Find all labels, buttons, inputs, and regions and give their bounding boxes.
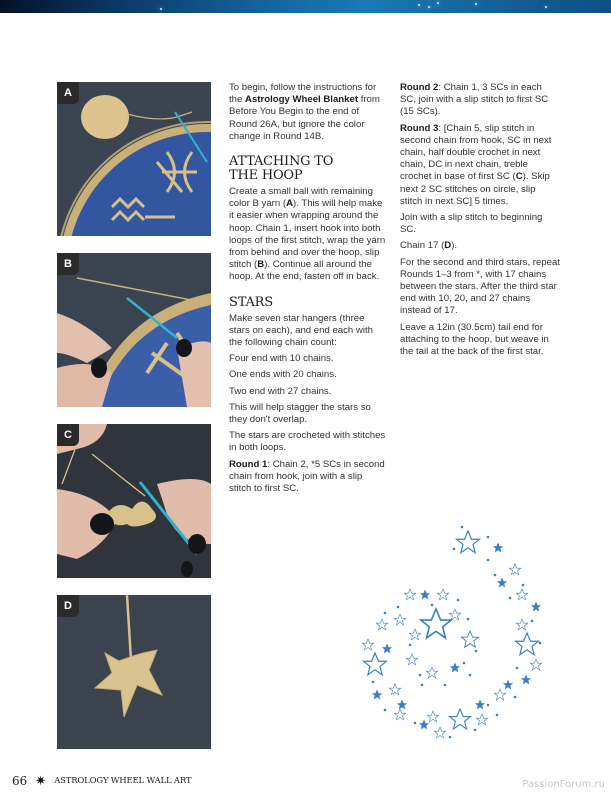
chain-count-3: Two end with 27 chains. bbox=[229, 385, 332, 397]
loops-note: The stars are crocheted with stitches in both loops. bbox=[229, 430, 386, 454]
photo-label-d: D bbox=[57, 595, 79, 617]
heading-stars: STARS bbox=[229, 294, 273, 310]
photo-label-b: B bbox=[57, 253, 79, 275]
photo-label-a: A bbox=[57, 82, 79, 104]
photo-b-image bbox=[57, 253, 211, 407]
second-third-stars: For the second and third stars, repeat Rounds 1–3 from *, with 17 chains between the stars. After the third star end with 10, 20, and 27 chains instead of 17. bbox=[400, 256, 560, 317]
round-2: Round 2: Chain 1, 3 SCs in each SC, join with a slip stitch to first SC (15 SCs). bbox=[400, 82, 549, 118]
page-number: 66 bbox=[12, 774, 28, 788]
photo-d-image bbox=[57, 595, 211, 749]
text-column-2 bbox=[400, 82, 560, 362]
tail-instruction: Leave a 12in (30.5cm) tail end for attaching to the hoop, but weave in the tail at the back of the first star. bbox=[400, 321, 549, 358]
heading-attaching-to-hoop: ATTACHING TO THE HOOP bbox=[229, 154, 334, 184]
intro-paragraph: To begin, follow the instructions for the Astrology Wheel Blanket from Before You Begin to the end of Round 26A, but ignore the color change in Round 14B. bbox=[229, 82, 380, 142]
stagger-note: This will help stagger the stars so they don't overlap. bbox=[229, 401, 371, 426]
watermark: PassionForum.ru bbox=[522, 779, 605, 790]
photo-c bbox=[57, 424, 211, 578]
text-column-1 bbox=[229, 82, 387, 499]
photo-a bbox=[57, 82, 211, 236]
photo-label-c: C bbox=[57, 424, 79, 446]
chain-17: Chain 17 (D). bbox=[400, 240, 458, 252]
star-spiral-illustration bbox=[360, 515, 560, 745]
hoop-instructions: Create a small ball with remaining color B yarn (A). This will help make it easier when wrapping around the hoop. Chain 1, insert hook into both loops of the first stitch, wrap the yarn from behind and over the hoop, slip stitch (B). Continue all around the hoop. At the end, fasten off in back. bbox=[229, 186, 386, 283]
stars-intro: Make seven star hangers (three stars on each), and end each with the following chain count: bbox=[229, 312, 373, 349]
photo-b bbox=[57, 253, 211, 407]
header-banner bbox=[0, 0, 611, 13]
photo-a-image bbox=[57, 82, 211, 236]
section-title: ASTROLOGY WHEEL WALL ART bbox=[54, 776, 192, 786]
photo-d bbox=[57, 595, 211, 749]
chain-count-2: One ends with 20 chains. bbox=[229, 369, 337, 381]
page-footer bbox=[12, 773, 191, 789]
photo-c-image bbox=[57, 424, 211, 578]
join-instruction: Join with a slip stitch to beginning SC. bbox=[400, 212, 543, 236]
round-3: Round 3: [Chain 5, slip stitch in second chain from hook, SC in next chain, half double crochet in next chain, DC in next chain, treble crochet in base of first SC (C). Skip next 2 SC stitches on circle, slip stitch in next SC] 5 times. bbox=[400, 122, 552, 207]
star-burst-icon: ✷ bbox=[35, 773, 47, 788]
blanket-link-text: Astrology Wheel Blanket bbox=[245, 94, 359, 106]
chain-count-1: Four end with 10 chains. bbox=[229, 353, 334, 365]
round-1: Round 1: Chain 2, *5 SCs in second chain from hook, join with a slip stitch to first SC. bbox=[229, 458, 385, 495]
